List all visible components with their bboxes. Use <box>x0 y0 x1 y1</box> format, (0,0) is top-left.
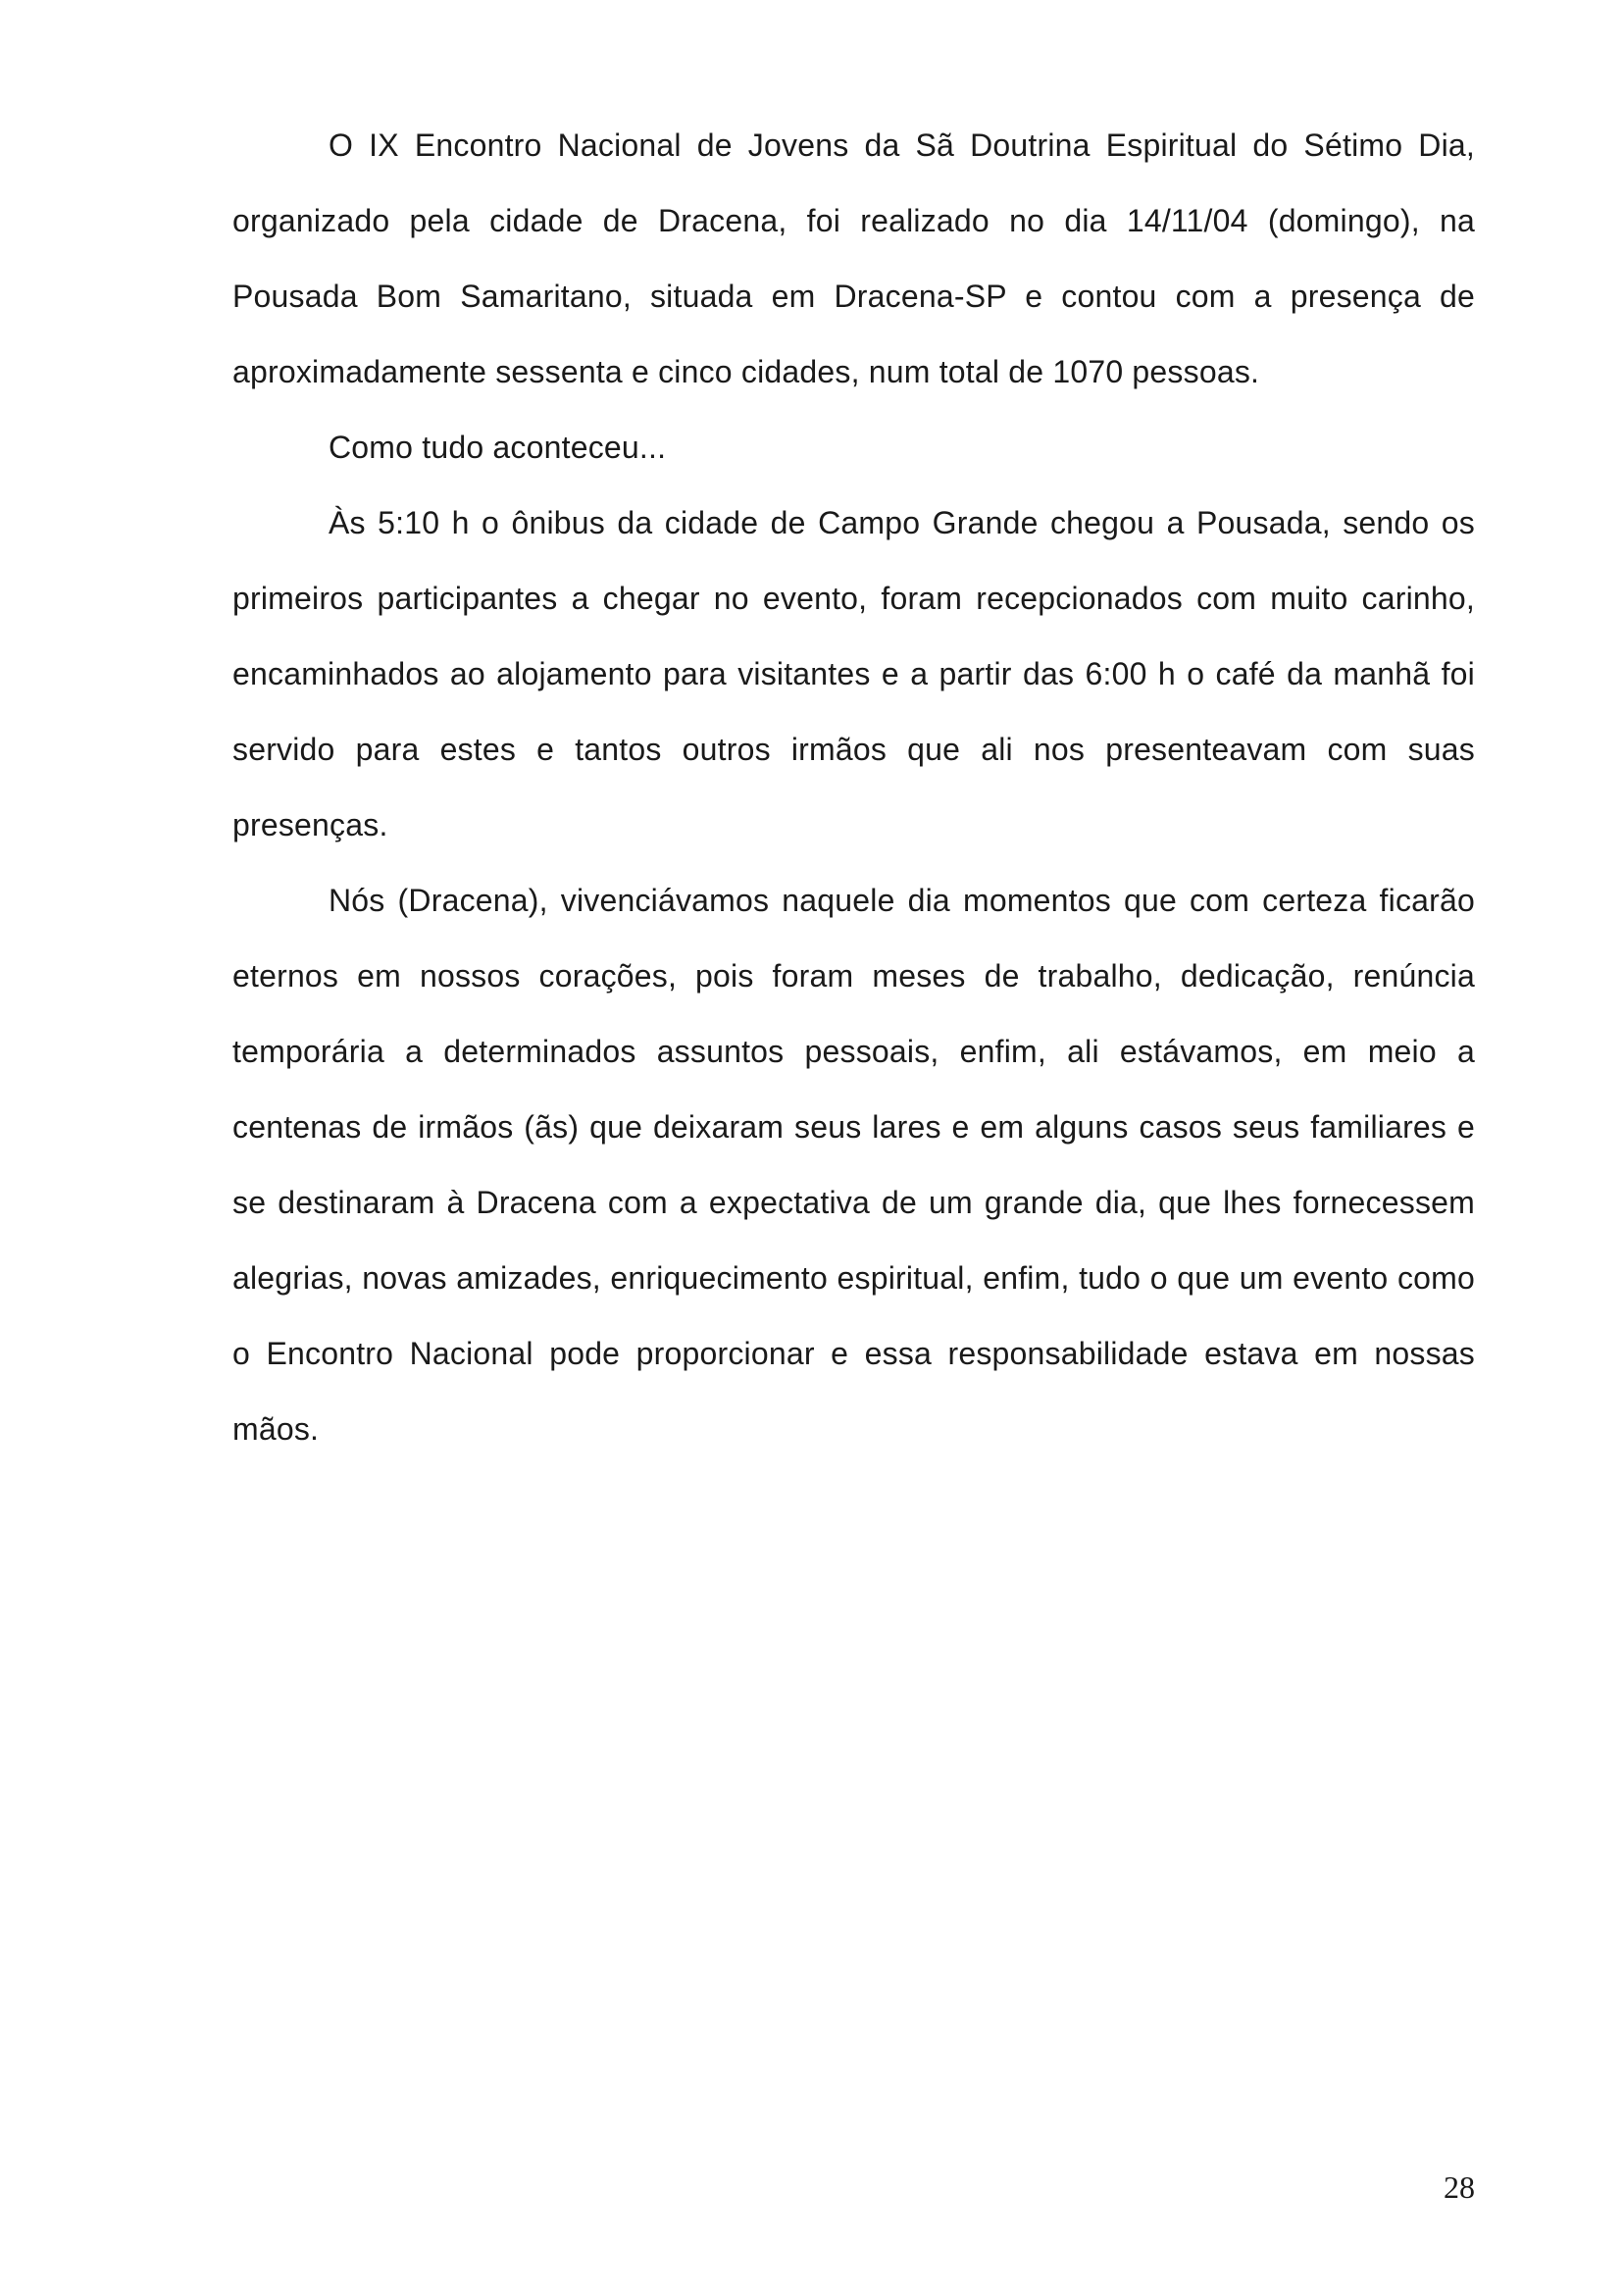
paragraph-arrival: Às 5:10 h o ônibus da cidade de Campo Grande chegou a Pousada, sendo os primeiros participantes a chegar no evento, foram recepcionados com muito carinho, encaminhados ao alojamento para visitantes e a partir das 6:00 h o café da manhã foi servido para estes e tantos outros irmãos que ali nos presenteavam com suas presenças. <box>232 505 1475 842</box>
paragraph-dracena-experience: Nós (Dracena), vivenciávamos naquele dia momentos que com certeza ficarão eternos em nossos corações, pois foram meses de trabalho, dedicação, renúncia temporária a determinados assuntos pessoais, enfim, ali estávamos, em meio a centenas de irmãos (ãs) que deixaram seus lares e em alguns casos seus familiares e se destinaram à Dracena com a expectativa de um grande dia, que lhes fornecessem alegrias, novas amizades, enriquecimento espiritual, enfim, tudo o que um evento como o Encontro Nacional pode proporcionar e essa responsabilidade estava em nossas mãos. <box>232 883 1475 1447</box>
page-number: 28 <box>1444 2169 1475 2205</box>
body-text <box>232 108 1475 1467</box>
paragraph-event-intro: O IX Encontro Nacional de Jovens da Sã Doutrina Espiritual do Sétimo Dia, organizado pela cidade de Dracena, foi realizado no dia 14/11/04 (domingo), na Pousada Bom Samaritano, situada em Dracena-SP e contou com a presença de aproximadamente sessenta e cinco cidades, num total de 1070 pessoas. <box>232 127 1475 389</box>
paragraph-how-it-happened: Como tudo aconteceu... <box>329 430 667 465</box>
